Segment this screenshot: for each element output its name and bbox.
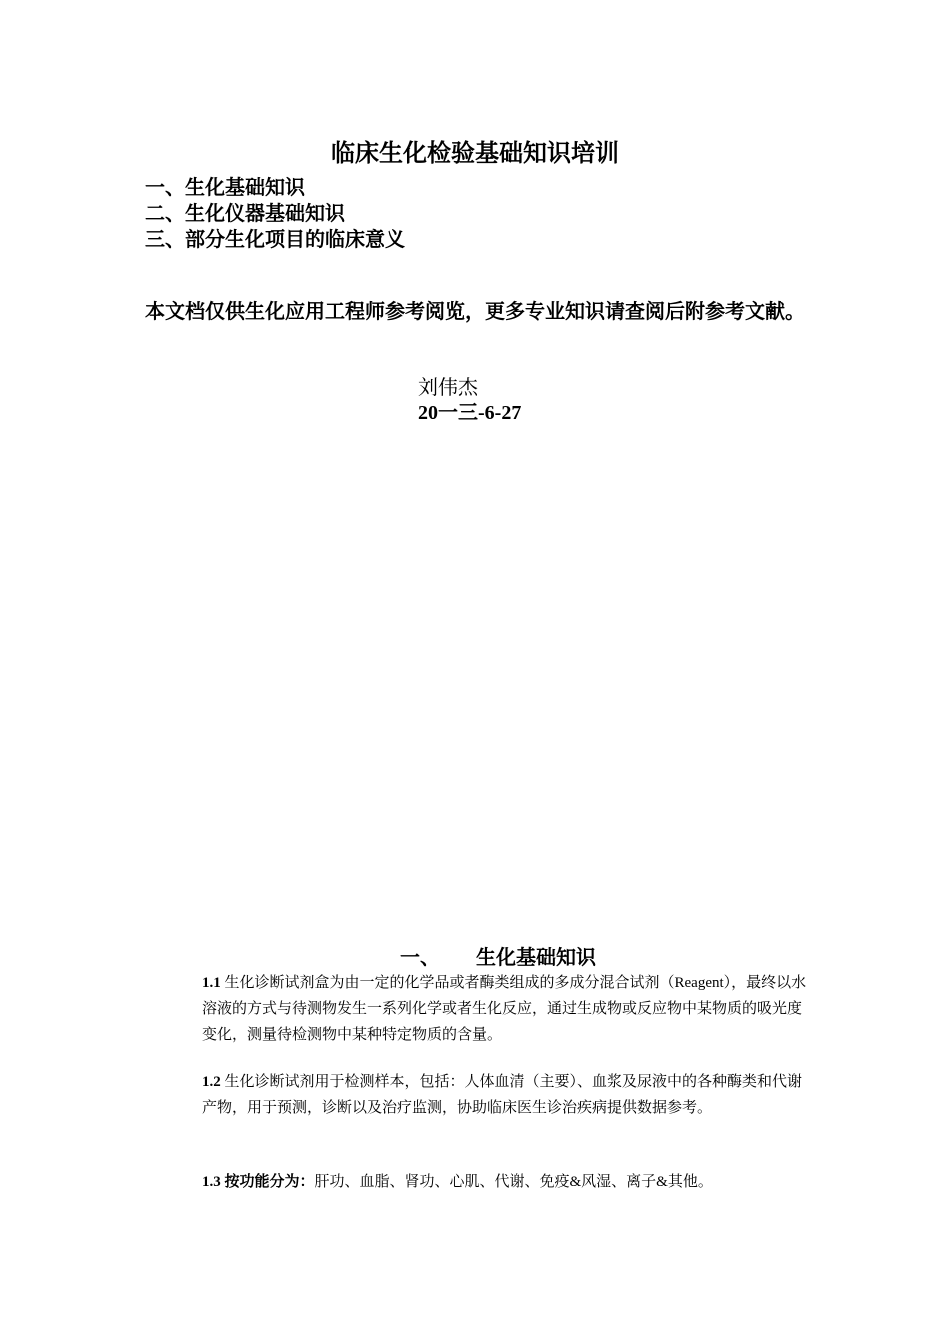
- document-title: 临床生化检验基础知识培训: [331, 139, 619, 167]
- toc-item-1: 一、生化基础知识: [145, 175, 305, 199]
- usage-notice: 本文档仅供生化应用工程师参考阅览，更多专业知识请查阅后附参考文献。: [145, 299, 805, 323]
- paragraph-label: 1.1: [202, 975, 221, 991]
- paragraph-label: 1.2: [202, 1074, 221, 1090]
- paragraph-1-3: [202, 1169, 808, 1195]
- paragraph-label: 1.3 按功能分为：: [202, 1174, 315, 1190]
- section-title: 生化基础知识: [476, 945, 596, 969]
- document-date: 20一三-6-27: [418, 402, 522, 424]
- toc-item-2: 二、生化仪器基础知识: [145, 201, 345, 225]
- paragraph-text: 肝功、血脂、肾功、心肌、代谢、免疫&风湿、离子&其他。: [314, 1174, 713, 1190]
- paragraph-text: 生化诊断试剂用于检测样本，包括：人体血清（主要）、血浆及尿液中的各种酶类和代谢产物，用于预测，诊断以及治疗监测，协助临床医生诊治疾病提供数据参考。: [202, 1074, 803, 1116]
- section-number: 一、: [400, 945, 440, 969]
- section-heading: [400, 944, 596, 970]
- paragraph-1-2: [202, 1069, 808, 1121]
- author-name: 刘伟杰: [418, 375, 478, 399]
- paragraph-text: 生化诊断试剂盒为由一定的化学品或者酶类组成的多成分混合试剂（Reagent），最终以水溶液的方式与待测物发生一系列化学或者生化反应，通过生成物或反应物中某物质的吸光度变化，测量待检测物中某种特定物质的含量。: [202, 975, 807, 1043]
- toc-item-3: 三、部分生化项目的临床意义: [145, 227, 405, 251]
- table-of-contents: [145, 174, 405, 252]
- paragraph-1-1: [202, 970, 808, 1048]
